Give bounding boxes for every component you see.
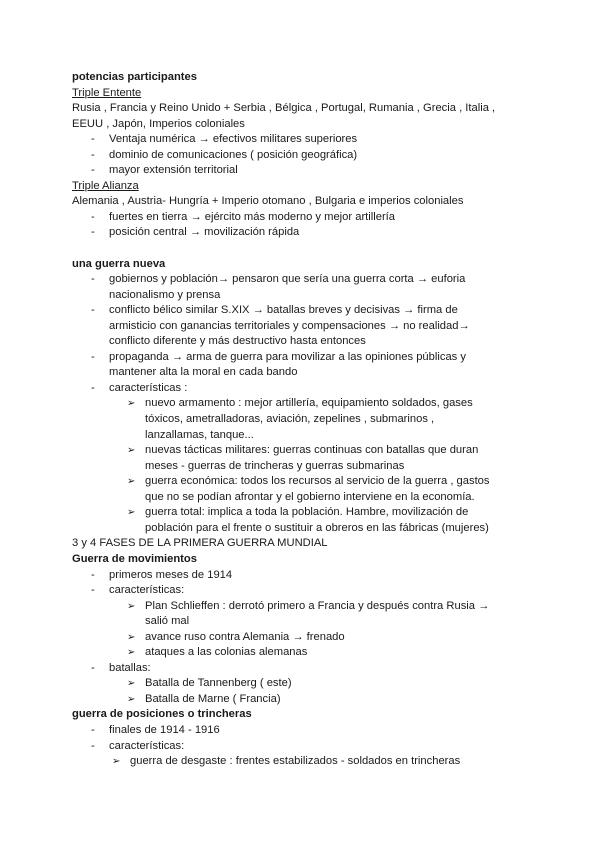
dash-marker: - [91,584,95,597]
dash-marker: - [91,273,95,286]
list-item: - primeros meses de 1914 [72,568,542,584]
arrow-bullet-icon: ➢ [127,693,136,705]
sub-list-item: ➢ avance ruso contra Alemania → frenado [72,630,542,646]
sub-list-item-continuation: que no se podían afrontar y el gobierno interviene en la economía. [145,490,475,503]
sub-list-item: ➢ Batalla de Marne ( Francia) [72,692,542,708]
dash-marker: - [91,304,95,317]
dash-marker: - [91,723,95,736]
sub-list-item: ➢ Plan Schlieffen : derrotó primero a Francia y después contra Rusia → [72,599,542,615]
spacer [72,241,542,257]
arrow-bullet-icon: ➢ [127,647,136,659]
dash-marker: - [91,164,95,177]
list-item-continuation: mantener alta la moral en cada bando [109,366,298,379]
dash-marker: - [91,381,95,394]
sub-list-item-continuation: lanzallamas, tanque... [145,428,254,441]
list-item: - características: [72,739,542,755]
sub-list-item-continuation: meses - guerras de trincheras y guerras submarinas [145,459,405,472]
arrow-bullet-icon: ➢ [127,476,136,488]
arrow-bullet-icon: ➢ [127,600,136,612]
dash-marker: - [91,210,95,223]
list-item: - mayor extensión territorial [72,163,542,179]
arrow-bullet-icon: ➢ [127,631,136,643]
list-item: - posición central → movilización rápida [72,225,542,241]
sub-list-item: ➢ ataques a las colonias alemanas [72,645,542,661]
dash-marker: - [91,568,95,581]
subheading-triple-entente: Triple Entente [72,86,142,99]
list-item-continuation: nacionalismo y prensa [109,288,221,301]
list-item: - gobiernos y población→ pensaron que sería una guerra corta → euforia [72,272,542,288]
dash-marker: - [91,148,95,161]
dash-marker: - [91,350,95,363]
list-item: - conflicto bélico similar S.XIX → batallas breves y decisivas → firma de [72,303,542,319]
arrow-bullet-icon: ➢ [112,756,121,768]
list-item: - batallas: [72,661,542,677]
list-item-continuation: armisticio con ganancias territoriales y compensaciones → no realidad→ [109,319,470,332]
arrow-bullet-icon: ➢ [127,507,136,519]
list-item: - finales de 1914 - 1916 [72,723,542,739]
arrow-bullet-icon: ➢ [127,398,136,410]
sub-list-item: ➢ guerra total: implica a toda la población. Hambre, movilización de [72,505,542,521]
list-item: - dominio de comunicaciones ( posición geográfica) [72,148,542,164]
sub-list-item: ➢ Batalla de Tannenberg ( este) [72,676,542,692]
subheading-triple-alianza: Triple Alianza [72,179,139,192]
list-item: - Ventaja numérica → efectivos militares superiores [72,132,542,148]
sub-list-item: ➢ guerra de desgaste : frentes estabilizados - soldados en trincheras [72,754,542,770]
phases-heading: 3 y 4 FASES DE LA PRIMERA GUERRA MUNDIAL [72,537,328,550]
arrow-bullet-icon: ➢ [127,445,136,457]
list-item: - fuertes en tierra → ejército más moderno y mejor artillería [72,210,542,226]
sub-list-item-continuation: tóxicos, ametralladoras, aviación, zepelines , submarinos , [145,413,435,426]
sub-list-item-continuation: población para el frente o sustituir a obreros en las fábricas (mujeres) [145,521,489,534]
sub-list-item: ➢ nuevo armamento : mejor artillería, equipamiento soldados, gases [72,396,542,412]
sub-list-item: ➢ guerra económica: todos los recursos al servicio de la guerra , gastos [72,474,542,490]
section-heading-new-war: una guerra nueva [72,257,166,270]
dash-marker: - [91,661,95,674]
entente-members-line-1: Rusia , Francia y Reino Unido + Serbia , Bélgica , Portugal, Rumania , Grecia , Italia , [72,102,496,115]
arrow-bullet-icon: ➢ [127,678,136,690]
list-item: - características : [72,381,542,397]
document-page [72,70,542,770]
dash-marker: - [91,739,95,752]
dash-marker: - [91,133,95,146]
dash-marker: - [91,226,95,239]
entente-members-line-2: EEUU , Japón, Imperios coloniales [72,117,245,130]
sub-list-item: ➢ nuevas tácticas militares: guerras continuas con batallas que duran [72,443,542,459]
alianza-members-line: Alemania , Austria- Hungría + Imperio otomano , Bulgaria e imperios coloniales [72,195,464,208]
section-heading-trench-war: guerra de posiciones o trincheras [72,708,252,721]
list-item-continuation: conflicto diferente y más destructivo hasta entonces [109,335,366,348]
list-item: - características: [72,583,542,599]
section-heading-participants: potencias participantes [72,71,197,83]
section-heading-movement-war: Guerra de movimientos [72,552,197,565]
list-item: - propaganda → arma de guerra para movilizar a las opiniones públicas y [72,350,542,366]
sub-list-item-continuation: salió mal [145,615,190,628]
